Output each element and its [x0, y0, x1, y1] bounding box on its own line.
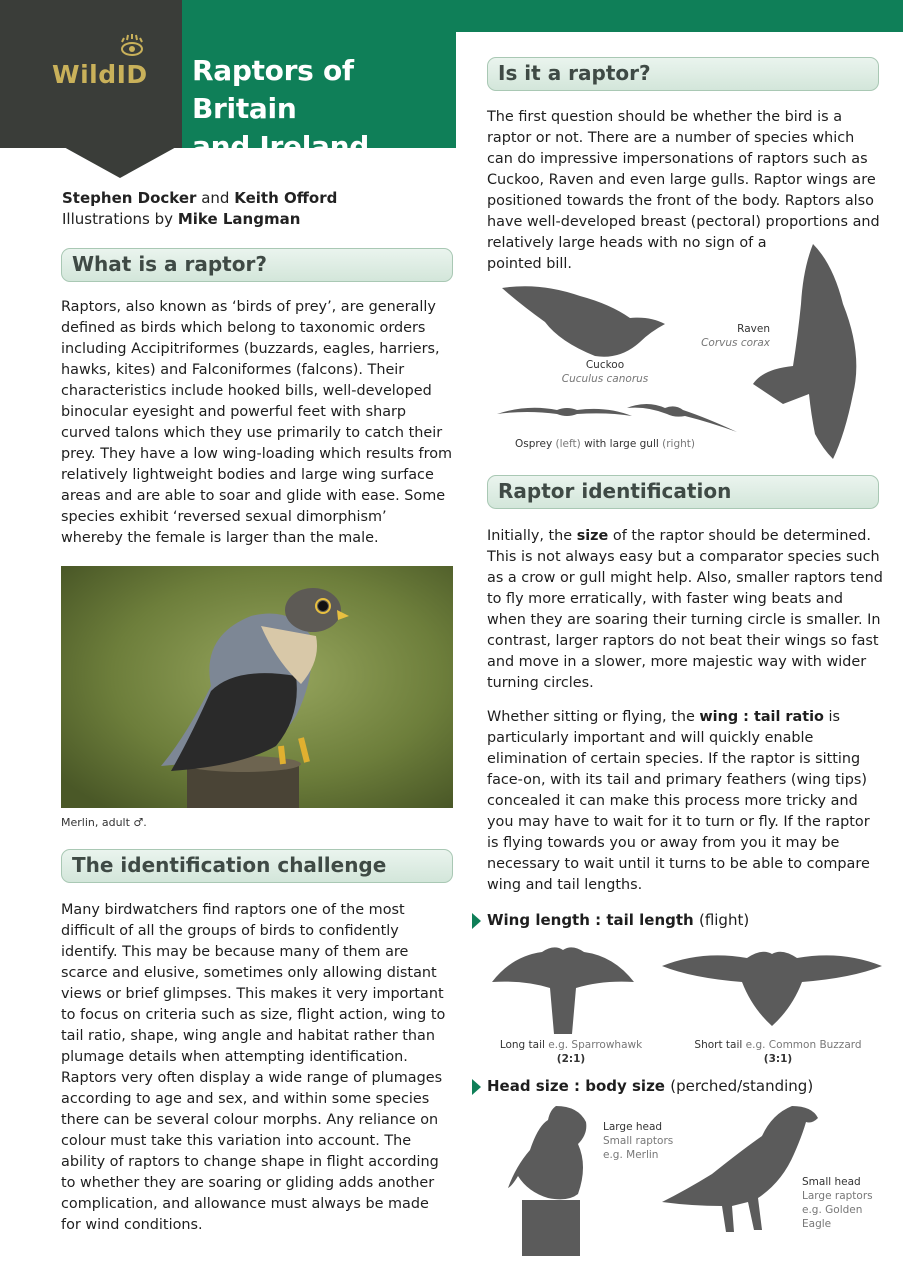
cuckoo-label: [560, 358, 650, 386]
long-tail-eg: e.g. Sparrowhawk: [548, 1039, 643, 1051]
osprey-note: (left): [555, 438, 581, 450]
page-title: [192, 52, 454, 166]
is-it-body-main: The first question should be whether the bird is a raptor or not. There are a number of species which can do impressive impersonations of raptors such as Cuckoo, Raven and even large gulls. Raptor wings are positioned towards the front of the body. Raptors also have well-developed breast (pectoral) proportions and relatively large heads with no sign of a: [487, 109, 880, 251]
authors: [62, 188, 337, 230]
raptor-id-p1-b: of the raptor should be determined. This is not always easy but a comparator species such as a crow or gull might help. Also, smaller raptors tend to fly more erratically, with faster wing beats and when they are soaring their turning circle is smaller. In contrast, larger raptors do not beat their wings so fast and move in a slower, more majestic way with wider turning circles.: [487, 528, 883, 691]
what-is-body: Raptors, also known as ‘birds of prey’, are generally defined as birds which belong to taxonomic orders including Accipitriformes (buzzards, eagles, harriers, hawks, kites) and Falconiformes (falcons). Their characteristics include hooked bills, well-developed binocular eyesight and powerful feet with sharp curved talons which they use primarily to catch their prey. They have a low wing-loading which results from relatively lightweight bodies and large wing surface areas and are able to soar and glide with ease. Some species exhibit ‘reversed sexual dimorphism’ whereby the female is larger than the male.: [61, 299, 453, 546]
is-it-body-end: pointed bill.: [487, 256, 572, 272]
author-2: Keith Offord: [234, 189, 338, 207]
title-line-1: Raptors of Britain: [192, 54, 354, 125]
short-tail-label: [678, 1038, 878, 1066]
logo-text: WildID: [52, 60, 148, 89]
osprey-gull-silhouette-icon: [497, 398, 737, 434]
cuckoo-name: Cuckoo: [585, 359, 625, 371]
head-body-heading: [487, 1077, 813, 1095]
small-head-desc-3: Eagle: [802, 1218, 832, 1230]
author-and: and: [201, 189, 230, 207]
header-strip: [456, 0, 903, 32]
long-tail-label: [486, 1038, 656, 1066]
raven-name: Raven: [737, 323, 770, 335]
cuckoo-latin: Cuculus canorus: [561, 373, 649, 385]
head-body-note: (perched/standing): [670, 1077, 814, 1095]
section-heading-what-is: What is a raptor?: [61, 248, 453, 282]
merlin-illustration: [61, 566, 453, 808]
cuckoo-silhouette-icon: [500, 282, 670, 362]
long-tail-ratio: (2:1): [556, 1053, 586, 1065]
raven-label: [690, 322, 770, 350]
section-heading-raptor-id: Raptor identification: [487, 475, 879, 509]
raptor-id-p1-a: Initially, the: [487, 528, 577, 544]
long-tail-text: Long tail: [499, 1039, 545, 1051]
sparrowhawk-silhouette-icon: [492, 942, 634, 1034]
eye-logo-icon: [112, 34, 152, 60]
raptor-id-p2-bold: wing : tail ratio: [699, 709, 824, 725]
bullet-arrow-icon-2: [472, 1079, 481, 1095]
illustrator: Mike Langman: [177, 210, 301, 228]
illustrations-prefix: Illustrations by: [62, 210, 174, 228]
large-head-desc-1: Small raptors: [603, 1135, 674, 1147]
osprey-name: Osprey: [515, 438, 553, 450]
photo-caption: Merlin, adult ♂.: [61, 816, 147, 829]
wing-tail-heading: [487, 911, 749, 929]
small-head-text: Small head: [802, 1176, 861, 1188]
merlin-perched-silhouette-icon: [508, 1106, 598, 1256]
small-head-label: [802, 1175, 873, 1231]
bullet-arrow-icon: [472, 913, 481, 929]
raven-latin: Corvus corax: [701, 337, 770, 349]
raptor-id-p1-bold: size: [576, 528, 609, 544]
wing-tail-note: (flight): [698, 911, 750, 929]
gull-name: with large gull: [584, 438, 659, 450]
title-line-2: and Ireland: [192, 130, 370, 163]
small-head-desc-2: e.g. Golden: [802, 1204, 863, 1216]
short-tail-text: Short tail: [694, 1039, 743, 1051]
section-heading-is-it: Is it a raptor?: [487, 57, 879, 91]
large-head-desc-2: e.g. Merlin: [603, 1149, 659, 1161]
raptor-id-p2-a: Whether sitting or flying, the: [487, 709, 700, 725]
challenge-body: Many birdwatchers find raptors one of the most difficult of all the groups of birds to confidently identify. This may be because many of them are scarce and elusive, sometimes only allowing distant views or brief glimpses. This makes it very important to focus on criteria such as size, flight action, wing to tail ratio, shape, wing angle and habitat rather than plumage details when attempting identification. Raptors very often display a wide range of plumages according to age and sex, and within some species there can be several colour morphs. Any reliance on colour must take this variation into account. The ability of raptors to change shape in flight according to whether they are soaring or gliding adds another complication, and allowance must always be made for wind conditions.: [61, 902, 446, 1233]
head-body-title: Head size : body size: [487, 1077, 665, 1095]
section-heading-challenge: The identification challenge: [61, 849, 453, 883]
gull-note: (right): [662, 438, 695, 450]
golden-eagle-silhouette-icon: [662, 1106, 824, 1238]
raptor-id-p2-b: is particularly important and will quickly enable elimination of certain species. If the raptor is sitting face-on, with its tail and primary feathers (wing tips) concealed it can make this process more tricky and you may have to wait for it to turn or fly. If the raptor is flying towards you or away from you it may be necessary to wait until it turns to be able to compare wing and tail lengths.: [487, 709, 870, 893]
raptor-id-para-2: [487, 707, 883, 896]
short-tail-ratio: (3:1): [763, 1053, 793, 1065]
author-1: Stephen Docker: [62, 189, 197, 207]
logo-arrow-decoration: [62, 146, 178, 178]
raptor-id-para-1: [487, 526, 883, 694]
small-head-desc-1: Large raptors: [802, 1190, 873, 1202]
raven-silhouette-icon: [753, 244, 865, 464]
short-tail-eg: e.g. Common Buzzard: [745, 1039, 862, 1051]
large-head-text: Large head: [603, 1121, 663, 1133]
wing-tail-title: Wing length : tail length: [487, 911, 694, 929]
buzzard-silhouette-icon: [662, 948, 882, 1028]
osprey-gull-label: [515, 437, 695, 451]
merlin-photo: [61, 566, 453, 808]
